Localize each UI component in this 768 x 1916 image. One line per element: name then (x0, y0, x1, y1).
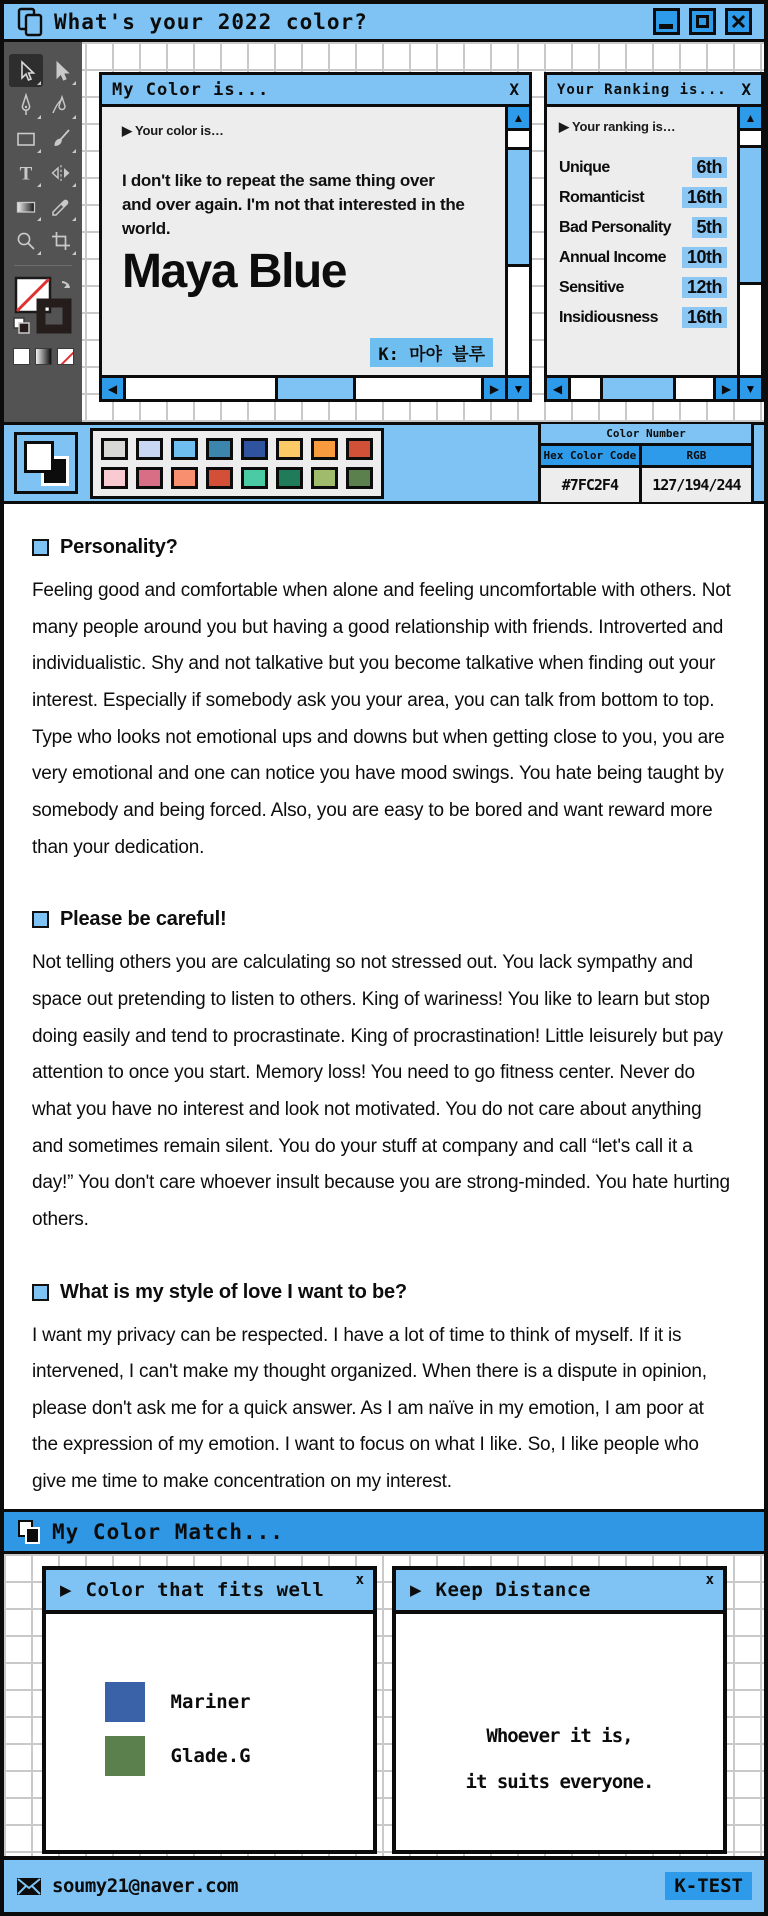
ranking-title: Your Ranking is... (557, 81, 727, 98)
play-icon: ▶ (60, 1582, 72, 1599)
palette-swatch[interactable] (101, 467, 128, 489)
keep-distance-title: Keep Distance (435, 1579, 591, 1601)
match-workspace (4, 1554, 764, 1856)
ranking-value: 6th (692, 157, 728, 178)
type-tool[interactable] (9, 156, 43, 189)
svg-text:T: T (19, 163, 32, 184)
scroll-track[interactable] (508, 131, 529, 147)
minimize-icon (659, 24, 673, 29)
ranking-close-button[interactable]: X (741, 79, 751, 99)
close-icon (730, 13, 747, 30)
eyedropper-icon (49, 195, 73, 219)
toolbar-divider (14, 265, 72, 266)
scroll-down-button[interactable]: ▼ (505, 378, 529, 399)
my-color-horizontal-scrollbar (102, 378, 505, 399)
my-color-title: My Color is... (112, 79, 270, 100)
personality-section (32, 536, 734, 866)
scroll-up-button[interactable]: ▲ (740, 107, 761, 131)
fill-stroke-swatch-icon[interactable] (14, 432, 78, 494)
play-icon: ▶ (410, 1582, 422, 1599)
ranking-row (559, 307, 727, 328)
palette-swatch[interactable] (346, 438, 373, 460)
ranking-value: 16th (682, 187, 727, 208)
paintbrush-tool[interactable] (44, 122, 78, 155)
section-bullet-icon (32, 539, 49, 556)
palette-swatch[interactable] (241, 438, 268, 460)
love-style-section (32, 1281, 734, 1501)
ranking-row (559, 217, 727, 238)
rgb-header: RGB (642, 446, 751, 465)
color-swatch-panel (90, 428, 384, 499)
careful-section (32, 908, 734, 1238)
tool-grid (9, 54, 78, 257)
scroll-right-button[interactable]: ▶ (481, 378, 505, 399)
fits-well-content (46, 1614, 373, 1776)
color-number-title: Color Number (541, 424, 751, 446)
type-icon (14, 161, 38, 185)
ranking-row (559, 187, 727, 208)
scroll-track[interactable] (740, 131, 761, 145)
ranking-horizontal-scrollbar (547, 378, 737, 399)
fits-well-title: Color that fits well (85, 1579, 325, 1601)
scroll-track[interactable] (126, 378, 275, 399)
ranking-row (559, 157, 727, 178)
my-color-content (102, 107, 505, 375)
scroll-track[interactable] (508, 267, 529, 375)
scroll-right-button[interactable]: ▶ (713, 378, 737, 399)
footer-bar (4, 1856, 764, 1912)
vertical-scroll-thumb[interactable] (740, 145, 761, 285)
scroll-left-button[interactable]: ◀ (102, 378, 126, 399)
ranking-vertical-scrollbar (737, 107, 761, 375)
match-color-row (105, 1736, 315, 1776)
match-color-swatch (105, 1736, 145, 1776)
minimize-button[interactable] (653, 8, 680, 35)
distance-text-line: Whoever it is, (486, 1725, 633, 1747)
contact-email[interactable]: soumy21@naver.com (52, 1875, 238, 1897)
top-workspace (4, 42, 764, 422)
crop-icon (49, 229, 73, 253)
rgb-value: 127/194/244 (642, 468, 751, 502)
selection-tool[interactable] (9, 54, 43, 87)
section-heading: What is my style of love I want to be? (60, 1280, 407, 1303)
palette-swatch[interactable] (101, 438, 128, 460)
scroll-track[interactable] (356, 378, 481, 399)
palette-swatch[interactable] (171, 438, 198, 460)
palette-swatch[interactable] (136, 438, 163, 460)
horizontal-scroll-thumb[interactable] (275, 378, 356, 399)
section-body: Not telling others you are calculating so not stressed out. You lack sympathy and space out pretending to listen to others. King of wariness! You like to learn but stop doing easily and tend to procrastinate. King of procrastination! Little leisurely but pay attention to once you start. Memory loss! You need to go fitness center. Never do what you have no interest and look not motivated. You do not care about anything and sometimes remain silent. You do your stuff at company and call “let's call it a day!” You don't care whoever insult because you are strong-minded. You hate hurting others. (32, 952, 730, 1230)
ranking-intro-label: ▶ Your ranking is… (559, 119, 676, 134)
eyedropper-tool[interactable] (44, 190, 78, 223)
ranking-label: Unique (559, 158, 610, 176)
palette-swatch[interactable] (136, 467, 163, 489)
selection-arrow-icon (14, 59, 38, 83)
none-color-button[interactable] (57, 348, 74, 365)
ranking-label: Sensitive (559, 278, 624, 296)
palette-swatch[interactable] (346, 467, 373, 489)
close-button[interactable] (725, 8, 752, 35)
ranking-value: 5th (692, 217, 728, 238)
ranking-content (547, 107, 737, 375)
ranking-value: 12th (682, 277, 727, 298)
color-match-title: My Color Match... (52, 1519, 284, 1544)
ranking-label: Bad Personality (559, 218, 671, 236)
fits-well-window (42, 1566, 377, 1854)
horizontal-scroll-thumb[interactable] (600, 378, 676, 399)
section-bullet-icon (32, 911, 49, 928)
hex-code-header: Hex Color Code (541, 446, 642, 465)
ktest-brand-badge[interactable]: K-TEST (665, 1872, 752, 1900)
crop-tool[interactable] (44, 224, 78, 257)
scroll-up-button[interactable]: ▲ (508, 107, 529, 131)
gradient-button[interactable] (35, 348, 52, 365)
match-color-row (105, 1682, 315, 1722)
palette-swatch[interactable] (171, 467, 198, 489)
match-color-swatch (105, 1682, 145, 1722)
description-area (4, 504, 764, 1509)
palette-swatch[interactable] (206, 438, 233, 460)
window-controls (653, 8, 752, 35)
section-body: I want my privacy can be respected. I have a lot of time to think of myself. If it is intervened, I can't make my thought organized. When there is a dispute in opinion, please don't ask me for a quick answer. As I am naïve in my emotion, I am poor at the expression of my emotion. I want to focus on what I like. So, I like people who give me time to make concentration on my interest. (32, 1324, 707, 1493)
keep-distance-content (396, 1614, 723, 1805)
pen-tool[interactable] (9, 88, 43, 121)
reflect-icon (49, 161, 73, 185)
keep-distance-title-bar[interactable] (396, 1570, 723, 1614)
color-intro-label: ▶ Your color is… (122, 123, 224, 138)
color-name: Maya Blue (122, 245, 346, 299)
fill-stroke-indicator[interactable] (12, 274, 74, 338)
palette-swatch[interactable] (311, 467, 338, 489)
scroll-track[interactable] (676, 378, 714, 399)
color-match-bar (4, 1509, 764, 1554)
app-title: What's your 2022 color? (54, 9, 368, 34)
palette-swatch[interactable] (276, 467, 303, 489)
palette-swatch[interactable] (276, 438, 303, 460)
palette-swatch[interactable] (311, 438, 338, 460)
ranking-row (559, 277, 727, 298)
section-heading: Personality? (60, 536, 178, 558)
color-number-table (538, 421, 754, 505)
ranking-title-bar[interactable] (547, 75, 761, 107)
match-color-name: Glade.G (170, 1745, 251, 1767)
gradient-tool[interactable] (9, 190, 43, 223)
curvature-pen-icon (49, 93, 73, 117)
palette-swatch[interactable] (241, 467, 268, 489)
tool-panel (4, 42, 82, 422)
fill-color-button[interactable] (13, 348, 30, 365)
keep-distance-window (392, 1566, 727, 1854)
direct-selection-tool[interactable] (44, 54, 78, 87)
rectangle-icon (14, 127, 38, 151)
ranking-value: 16th (682, 307, 727, 328)
paintbrush-icon (49, 127, 73, 151)
my-color-title-bar[interactable] (102, 75, 529, 107)
palette-swatch[interactable] (206, 467, 233, 489)
app-title-bar (4, 4, 764, 42)
magnifier-icon (14, 229, 38, 253)
scroll-left-button[interactable]: ◀ (547, 378, 571, 399)
ranking-list (559, 157, 727, 328)
stacked-squares-icon (18, 1520, 42, 1544)
ranking-label: Insidiousness (559, 308, 658, 326)
vertical-scroll-thumb[interactable] (508, 147, 529, 267)
pen-icon (14, 93, 38, 117)
my-color-window (99, 72, 532, 402)
envelope-icon (16, 1877, 42, 1896)
ranking-window (544, 72, 764, 402)
distance-text-line: it suits everyone. (465, 1770, 654, 1793)
ranking-value: 10th (682, 247, 727, 268)
my-color-close-button[interactable]: X (509, 79, 519, 99)
section-bullet-icon (32, 1284, 49, 1301)
palette-band (4, 422, 764, 504)
direct-selection-arrow-icon (49, 59, 73, 83)
section-heading: Please be careful! (60, 908, 227, 931)
fill-swatch (24, 441, 54, 473)
pages-icon (16, 7, 46, 37)
ranking-label: Annual Income (559, 248, 666, 266)
korean-name-badge: K: 마야 블루 (370, 338, 493, 367)
maximize-button[interactable] (689, 8, 716, 35)
match-color-name: Mariner (170, 1691, 251, 1713)
curvature-pen-tool[interactable] (44, 88, 78, 121)
rectangle-tool[interactable] (9, 122, 43, 155)
color-mode-buttons (13, 348, 74, 365)
color-description: I don't like to repeat the same thing over and over again. I'm not that interested in the world. (122, 171, 465, 238)
ranking-row (559, 247, 727, 268)
keep-distance-close-button[interactable]: x (705, 1572, 714, 1588)
section-body: Feeling good and comfortable when alone and feeling uncomfortable with others. Not many people around you but having a good relationship with friends. Introverted and individualistic. Shy and not talkative but you become talkative when finding out your interest. Especially if somebody ask you your area, you can talk from bottom to top. Type who looks not emotional ups and downs but when getting close to you, you are very emotional and one can notice you have mood swings. You hate being taught by somebody and being forced. Also, you are easy to be bored and want reward more than your dedication. (32, 580, 731, 858)
scroll-track[interactable] (571, 378, 600, 399)
gradient-icon (14, 195, 38, 219)
reflect-tool[interactable] (44, 156, 78, 189)
zoom-tool[interactable] (9, 224, 43, 257)
ranking-label: Romanticist (559, 188, 644, 206)
maximize-icon (696, 15, 709, 28)
fits-well-title-bar[interactable] (46, 1570, 373, 1614)
scroll-down-button[interactable]: ▼ (737, 378, 761, 399)
my-color-vertical-scrollbar (505, 107, 529, 375)
scroll-track[interactable] (740, 285, 761, 375)
fits-well-close-button[interactable]: x (355, 1572, 364, 1588)
hex-code-value: #7FC2F4 (541, 468, 642, 502)
